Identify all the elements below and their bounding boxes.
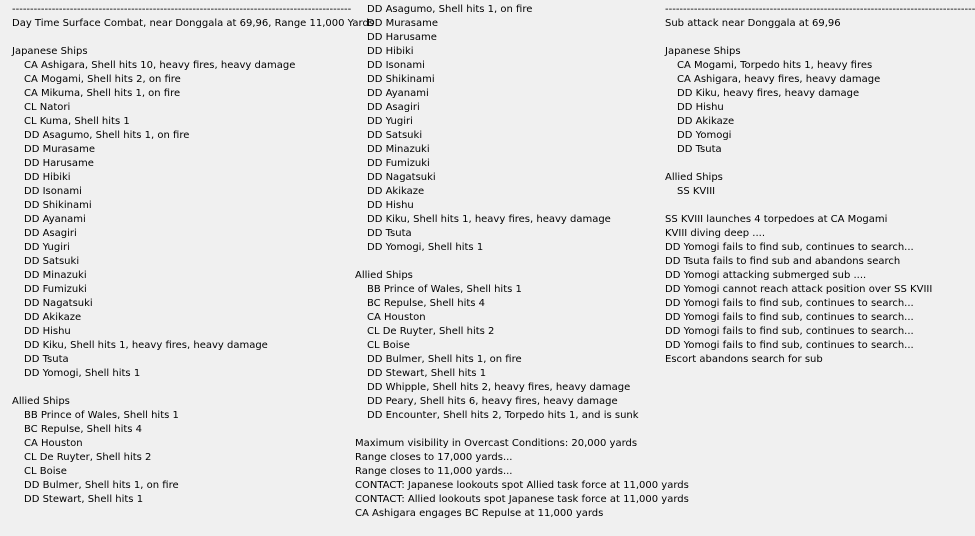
list-item: DD Akikaze bbox=[677, 116, 735, 127]
list-item: DD Akikaze bbox=[367, 186, 425, 197]
list-item: DD Nagatsuki bbox=[24, 298, 93, 309]
list-item: DD Stewart, Shell hits 1 bbox=[24, 494, 144, 505]
list-item: DD Nagatsuki bbox=[367, 172, 436, 183]
list-item: DD Asagiri bbox=[367, 102, 420, 113]
list-item: DD Fumizuki bbox=[24, 284, 87, 295]
allied-ships-heading: Allied Ships bbox=[355, 270, 413, 281]
combat-report-column-2 bbox=[355, 3, 689, 521]
list-item: CA Mikuma, Shell hits 1, on fire bbox=[24, 88, 181, 99]
allied-ships-list bbox=[12, 409, 374, 507]
log-entry: DD Yomogi fails to find sub, continues to search... bbox=[665, 312, 914, 323]
list-item: DD Yugiri bbox=[24, 242, 70, 253]
list-item: DD Hibiki bbox=[367, 46, 414, 57]
list-item: DD Isonami bbox=[24, 186, 82, 197]
list-item: DD Murasame bbox=[367, 18, 439, 29]
log-entry: Maximum visibility in Overcast Conditions: 20,000 yards bbox=[355, 438, 638, 449]
list-item: DD Yomogi, Shell hits 1 bbox=[367, 242, 484, 253]
japanese-ships-list bbox=[12, 59, 374, 381]
list-item: BB Prince of Wales, Shell hits 1 bbox=[367, 284, 522, 295]
log-entry: DD Yomogi cannot reach attack position over SS KVIII bbox=[665, 284, 933, 295]
list-item: DD Tsuta bbox=[677, 144, 722, 155]
log-entry: Escort abandons search for sub bbox=[665, 354, 823, 365]
list-item: DD Ayanami bbox=[24, 214, 86, 225]
log-entry: DD Yomogi fails to find sub, continues to search... bbox=[665, 340, 914, 351]
list-item: CL De Ruyter, Shell hits 2 bbox=[24, 452, 152, 463]
japanese-ships-heading: Japanese Ships bbox=[12, 46, 88, 57]
list-item: DD Bulmer, Shell hits 1, on fire bbox=[24, 480, 179, 491]
list-item: DD Tsuta bbox=[367, 228, 412, 239]
list-item: DD Hishu bbox=[677, 102, 724, 113]
list-item: DD Shikinami bbox=[24, 200, 92, 211]
list-item: DD Harusame bbox=[367, 32, 437, 43]
list-item: CA Mogami, Torpedo hits 1, heavy fires bbox=[677, 60, 873, 71]
log-entry: Range closes to 11,000 yards... bbox=[355, 466, 513, 477]
list-item: DD Stewart, Shell hits 1 bbox=[367, 368, 487, 379]
list-item: DD Kiku, heavy fires, heavy damage bbox=[677, 88, 860, 99]
list-item: DD Minazuki bbox=[24, 270, 87, 281]
list-item: DD Satsuki bbox=[367, 130, 423, 141]
japanese-ships-heading: Japanese Ships bbox=[665, 46, 741, 57]
japanese-ships-list bbox=[665, 59, 975, 157]
combat-report-column-3 bbox=[665, 3, 975, 367]
allied-ships-list bbox=[665, 185, 975, 199]
list-item: CA Houston bbox=[367, 312, 426, 323]
log-entry: KVIII diving deep .... bbox=[665, 228, 766, 239]
list-item: DD Kiku, Shell hits 1, heavy fires, heavy damage bbox=[24, 340, 268, 351]
list-item: DD Asagumo, Shell hits 1, on fire bbox=[367, 4, 533, 15]
list-item: CA Houston bbox=[24, 438, 83, 449]
list-item: DD Bulmer, Shell hits 1, on fire bbox=[367, 354, 522, 365]
list-item: DD Yugiri bbox=[367, 116, 413, 127]
list-item: BC Repulse, Shell hits 4 bbox=[367, 298, 486, 309]
allied-ships-list bbox=[355, 283, 689, 423]
list-item: DD Whipple, Shell hits 2, heavy fires, heavy damage bbox=[367, 382, 631, 393]
list-item: CL Boise bbox=[367, 340, 410, 351]
log-entry: DD Yomogi fails to find sub, continues to search... bbox=[665, 298, 914, 309]
list-item: DD Ayanami bbox=[367, 88, 429, 99]
combat-report-column-1 bbox=[12, 3, 374, 507]
allied-ships-heading: Allied Ships bbox=[665, 172, 723, 183]
list-item: CA Ashigara, Shell hits 10, heavy fires, heavy damage bbox=[24, 60, 296, 71]
sub-attack-log bbox=[665, 213, 975, 367]
list-item: DD Isonami bbox=[367, 60, 425, 71]
log-entry: CONTACT: Japanese lookouts spot Allied task force at 11,000 yards bbox=[355, 480, 689, 491]
list-item: CL De Ruyter, Shell hits 2 bbox=[367, 326, 495, 337]
log-entry: DD Yomogi attacking submerged sub .... bbox=[665, 270, 867, 281]
list-item: BB Prince of Wales, Shell hits 1 bbox=[24, 410, 179, 421]
list-item: SS KVIII bbox=[677, 186, 716, 197]
list-item: DD Yomogi bbox=[677, 130, 732, 141]
list-item: DD Harusame bbox=[24, 158, 94, 169]
list-item: DD Fumizuki bbox=[367, 158, 430, 169]
section-divider: -------------------------------------------------------------------------------------- bbox=[665, 4, 975, 15]
log-entry: SS KVIII launches 4 torpedoes at CA Mogami bbox=[665, 214, 888, 225]
log-entry: DD Tsuta fails to find sub and abandons search bbox=[665, 256, 901, 267]
list-item: CL Kuma, Shell hits 1 bbox=[24, 116, 130, 127]
list-item: CA Mogami, Shell hits 2, on fire bbox=[24, 74, 181, 85]
list-item: DD Asagumo, Shell hits 1, on fire bbox=[24, 130, 190, 141]
list-item: DD Tsuta bbox=[24, 354, 69, 365]
combat-title: Day Time Surface Combat, near Donggala at 69,96, Range 11,000 Yards bbox=[12, 18, 375, 29]
list-item: DD Asagiri bbox=[24, 228, 77, 239]
list-item: DD Hishu bbox=[24, 326, 71, 337]
list-item: DD Yomogi, Shell hits 1 bbox=[24, 368, 141, 379]
allied-ships-heading: Allied Ships bbox=[12, 396, 70, 407]
japanese-ships-list-continued bbox=[355, 3, 689, 255]
log-entry: DD Yomogi fails to find sub, continues to search... bbox=[665, 326, 914, 337]
sub-attack-title: Sub attack near Donggala at 69,96 bbox=[665, 18, 841, 29]
list-item: DD Minazuki bbox=[367, 144, 430, 155]
section-divider: ---------------------------------------------------------------------------------------------- bbox=[12, 4, 352, 15]
list-item: DD Peary, Shell hits 6, heavy fires, heavy damage bbox=[367, 396, 618, 407]
log-entry: CONTACT: Allied lookouts spot Japanese task force at 11,000 yards bbox=[355, 494, 689, 505]
log-entry: DD Yomogi fails to find sub, continues to search... bbox=[665, 242, 914, 253]
list-item: CA Ashigara, heavy fires, heavy damage bbox=[677, 74, 881, 85]
list-item: DD Hibiki bbox=[24, 172, 71, 183]
list-item: DD Akikaze bbox=[24, 312, 82, 323]
log-entry: Range closes to 17,000 yards... bbox=[355, 452, 513, 463]
list-item: DD Murasame bbox=[24, 144, 96, 155]
combat-log bbox=[355, 437, 689, 521]
list-item: DD Kiku, Shell hits 1, heavy fires, heavy damage bbox=[367, 214, 611, 225]
list-item: BC Repulse, Shell hits 4 bbox=[24, 424, 143, 435]
list-item: DD Hishu bbox=[367, 200, 414, 211]
list-item: CL Boise bbox=[24, 466, 67, 477]
list-item: DD Satsuki bbox=[24, 256, 80, 267]
log-entry: CA Ashigara engages BC Repulse at 11,000 yards bbox=[355, 508, 604, 519]
list-item: CL Natori bbox=[24, 102, 71, 113]
list-item: DD Encounter, Shell hits 2, Torpedo hits 1, and is sunk bbox=[367, 410, 639, 421]
list-item: DD Shikinami bbox=[367, 74, 435, 85]
